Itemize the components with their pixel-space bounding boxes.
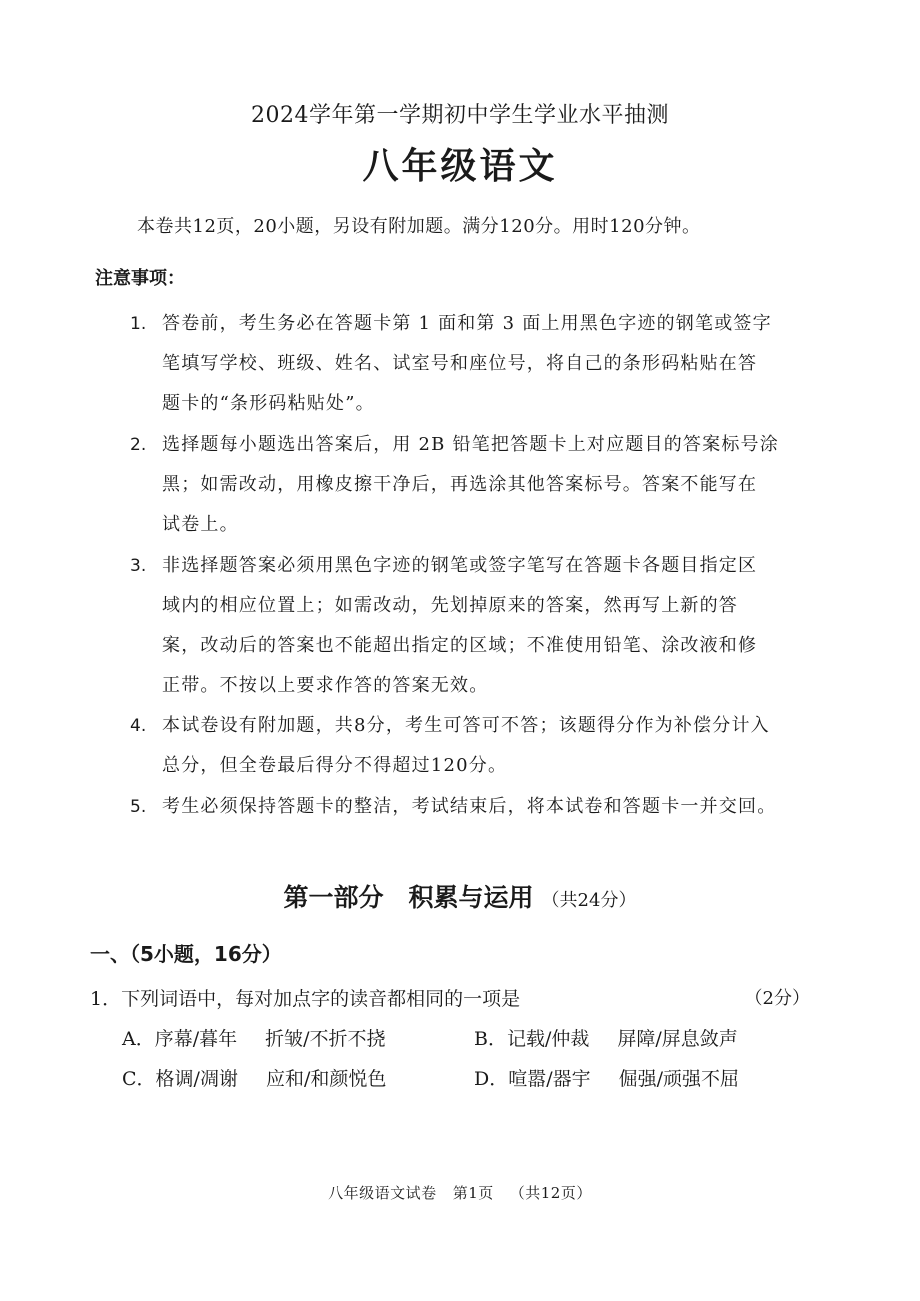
part-score: （共24分）	[541, 890, 637, 911]
part-heading	[0, 878, 920, 914]
notice-item-number: 2.	[130, 435, 147, 455]
notice-item-line: 考生必须保持答题卡的整洁，考试结束后，将本试卷和答题卡一并交回。	[162, 796, 777, 817]
option-label: D．	[474, 1068, 509, 1090]
notice-item-number: 1.	[130, 314, 147, 334]
option-word: 记载/仲裁	[506, 1028, 590, 1050]
notice-item-line: 总分，但全卷最后得分不得超过120分。	[162, 755, 508, 776]
notice-item-line: 笔填写学校、班级、姓名、试室号和座位号，将自己的条形码粘贴在答	[162, 353, 758, 374]
notice-item-number: 5.	[130, 797, 147, 817]
option-b	[474, 1024, 738, 1051]
question-text: 1．下列词语中，每对加点字的读音都相同的一项是	[90, 988, 521, 1010]
notice-item	[130, 546, 830, 706]
footer-subject: 八年级语文试卷	[328, 1184, 437, 1202]
option-word: 倔强/顽强不屈	[618, 1068, 740, 1090]
notice-item	[130, 304, 830, 424]
footer-total: （共12页）	[509, 1184, 592, 1202]
option-label: B．	[474, 1028, 507, 1050]
notice-item-line: 域内的相应位置上；如需改动，先划掉原来的答案，然再写上新的答	[162, 595, 738, 616]
notice-item-line: 题卡的“条形码粘贴处”。	[162, 393, 375, 414]
question-1	[90, 984, 810, 1011]
option-a	[122, 1024, 386, 1051]
notice-item-line: 黑；如需改动，用橡皮擦干净后，再选涂其他答案标号。答案不能写在	[162, 474, 758, 495]
option-word: 格调/凋谢	[155, 1068, 238, 1090]
notice-item-number: 4.	[130, 716, 147, 736]
part-title: 第一部分 积累与运用	[283, 883, 534, 912]
notice-item	[130, 425, 830, 545]
notice-item	[130, 787, 830, 827]
notice-item-line: 正带。不按以上要求作答的答案无效。	[162, 675, 489, 696]
section-heading: 一、（5小题，16分）	[90, 942, 282, 966]
exam-title: 八年级语文	[362, 145, 558, 187]
exam-subtitle: 2024学年第一学期初中学生学业水平抽测	[251, 103, 669, 128]
exam-info: 本卷共12页，20小题，另设有附加题。满分120分。用时120分钟。	[137, 216, 701, 237]
notice-item-line: 答卷前，考生务必在答题卡第 1 面和第 3 面上用黑色字迹的钢笔或签字	[162, 313, 772, 334]
option-label: C．	[122, 1068, 156, 1090]
notice-item-number: 3.	[130, 556, 147, 576]
footer-page: 第1页	[452, 1184, 494, 1202]
option-word: 序幕/暮年	[154, 1028, 238, 1050]
option-label: A．	[122, 1028, 155, 1050]
question-score: （2分）	[744, 988, 810, 1009]
notice-item-line: 本试卷设有附加题，共8分，考生可答可不答；该题得分作为补偿分计入	[162, 715, 770, 736]
notice-item-line: 非选择题答案必须用黑色字迹的钢笔或签字笔写在答题卡各题目指定区	[162, 555, 758, 576]
notice-item-line: 案，改动后的答案也不能超出指定的区域；不准使用铅笔、涂改液和修	[162, 635, 758, 656]
option-word: 喧嚣/器宇	[508, 1068, 591, 1090]
option-word: 折皱/不折不挠	[265, 1028, 386, 1050]
notice-item-line: 选择题每小题选出答案后，用 2B 铅笔把答题卡上对应题目的答案标号涂	[162, 434, 779, 455]
option-word: 屏障/屏息敛声	[617, 1028, 738, 1050]
page-footer	[0, 1182, 920, 1203]
option-c	[122, 1064, 386, 1091]
notice-item-line: 试卷上。	[162, 514, 239, 535]
option-d	[474, 1064, 739, 1091]
notice-heading: 注意事项：	[95, 268, 185, 289]
notice-item	[130, 706, 830, 786]
option-word: 应和/和颜悦色	[265, 1068, 387, 1090]
